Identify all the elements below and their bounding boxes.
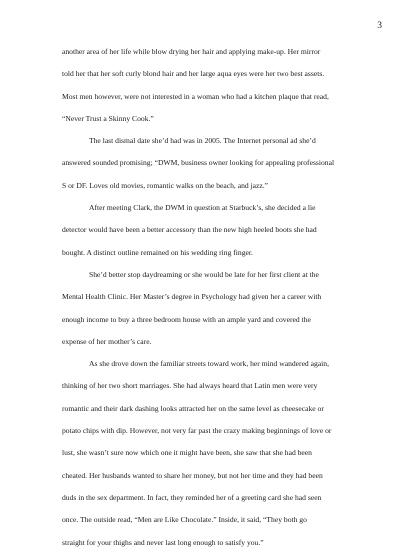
text-line: cheated. Her husbands wanted to share her money, but not her time and they had been [62,470,323,480]
text-line: The last dismal date she’d had was in 2005. The Internet personal ad she’d [89,136,316,146]
text-line: told her that her soft curly blond hair and her large aqua eyes were her two best assets. [62,69,325,79]
body-text [62,41,372,554]
text-line: bought. A distinct outline remained on his wedding ring finger. [62,247,253,257]
text-line: S or DF. Loves old movies, romantic walks on the beach, and jazz.” [62,180,269,190]
text-line: detector would have been a better accessory than the new high heeled boots she had [62,225,317,235]
text-line: Mental Health Clinic. Her Master’s degree in Psychology had given her a career with [62,292,322,302]
text-line: “Never Trust a Skinny Cook.” [62,113,154,123]
text-line: another area of her life while blow drying her hair and applying make-up. Her mirror [62,47,321,56]
text-line: straight for your thighs and never last long enough to satisfy you.” [62,537,264,547]
text-line: once. The outside read, “Men are Like Chocolate.” Inside, it said, “They both go [62,515,307,525]
text-line: enough income to buy a three bedroom house with an ample yard and covered the [62,314,311,324]
text-line: expense of her mother’s care. [62,336,152,346]
text-line: As she drove down the familiar streets toward work, her mind wandered again, [89,359,329,369]
text-line: romantic and their dark dashing looks attracted her on the same level as cheesecake or [62,403,324,413]
text-line: thinking of her two short marriages. She had always heard that Latin men were very [62,381,318,391]
text-line: answered sounded promising; “DWM, business owner looking for appealing professional [62,158,335,168]
text-line: After meeting Clark, the DWM in question at Starbuck’s, she decided a lie [89,203,316,213]
text-line: potato chips with dip. However, not very far past the crazy making beginnings of love or [62,426,332,436]
page-number: 3 [377,21,382,31]
text-line: lust, she wasn’t sure now which one it might have been, she saw that she had been [62,448,312,458]
text-line: Most men however, were not interested in a woman who had a kitchen plaque that read, [62,91,329,101]
text-line: duds in the sex department. In fact, they reminded her of a greeting card she had seen [62,492,322,502]
text-line: She’d better stop daydreaming or she would be late for her first client at the [89,269,319,279]
